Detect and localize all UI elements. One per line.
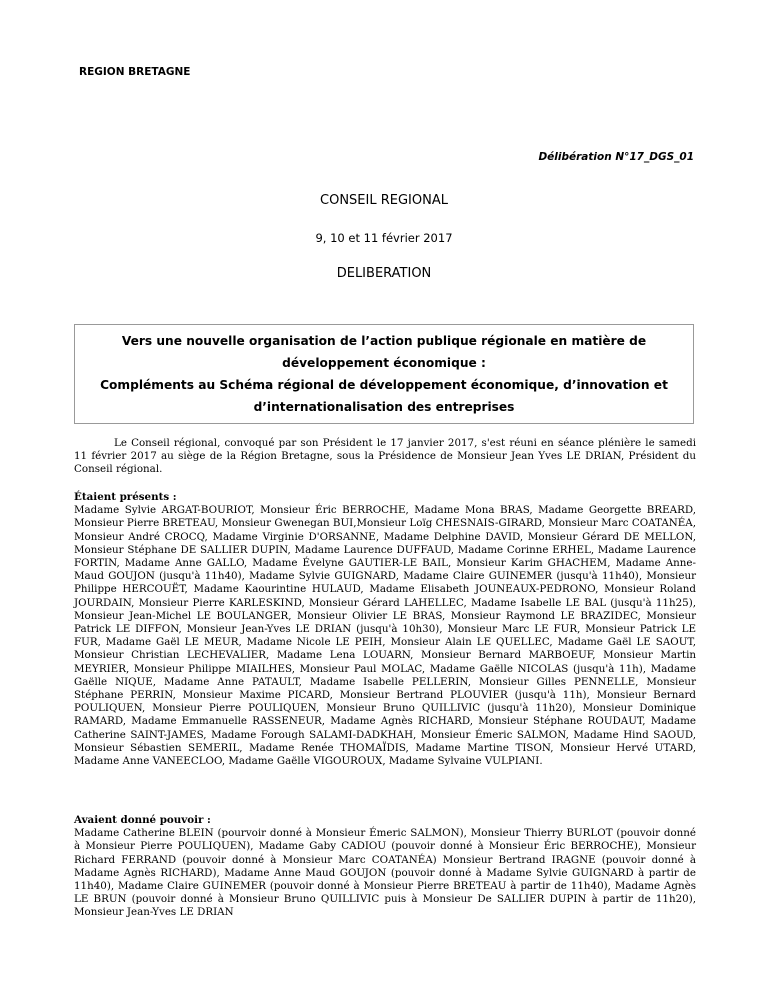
proxies-list: Madame Catherine BLEIN (pourvoir donné à Monsieur Émeric SALMON), Monsieur Thierry BURLOT (pouvoir donné à Monsieur Pierre POULIQUEN), Madame Gaby CADIOU (pouvoir donné à Monsieur Éric BERROCHE), Monsieur Richard FERRAND (pouvoir donné à Monsieur Marc COATANÉA) Monsieur Bertrand IRAGNE (pouvoir donné à Madame Agnès RICHARD), Madame Anne Maud GOUJON (pouvoir donné à Madame Sylvie GUIGNARD à partir de 11h40), Madame Claire GUINEMER (pouvoir donné à Monsieur Pierre BRETEAU à partir de 11h40), Madame Agnès LE BRUN (pouvoir donné à Monsieur Bruno QUILLIVIC puis à Monsieur De SALLIER DUPIN à partir de 11h20), Monsieur Jean-Yves LE DRIAN — [74, 827, 696, 919]
subject-line-1: Vers une nouvelle organisation de l’action publique régionale en matière de — [121, 334, 647, 348]
deliberation-number: Délibération N°17_DGS_01 — [538, 151, 694, 163]
council-title: CONSEIL REGIONAL — [320, 193, 448, 208]
attendees-section — [74, 491, 696, 768]
document-type: DELIBERATION — [336, 266, 432, 281]
proxies-heading: Avaient donné pouvoir : — [74, 814, 211, 826]
subject-line-2: développement économique : — [282, 356, 486, 370]
proxies-section — [74, 814, 696, 920]
subject-line-3: Compléments au Schéma régional de développement économique, d’innovation et — [100, 378, 668, 392]
subject-line-4: d’internationalisation des entreprises — [253, 400, 515, 414]
region-header: REGION BRETAGNE — [79, 66, 191, 78]
session-dates: 9, 10 et 11 février 2017 — [315, 231, 453, 245]
attendees-list: Madame Sylvie ARGAT-BOURIOT, Monsieur Éric BERROCHE, Madame Mona BRAS, Madame Georgette BREARD, Monsieur Pierre BRETEAU, Monsieur Gwenegan BUI,Monsieur Loïg CHESNAIS-GIRARD, Monsieur Marc COATANÉA, Monsieur André CROCQ, Madame Virginie D'ORSANNE, Madame Delphine DAVID, Monsieur Gérard DE MELLON, Monsieur Stéphane DE SALLIER DUPIN, Madame Laurence DUFFAUD, Madame Corinne ERHEL, Madame Laurence FORTIN, Madame Anne GALLO, Madame Évelyne GAUTIER-LE BAIL, Monsieur Karim GHACHEM, Madame Anne-Maud GOUJON (jusqu'à 11h40), Madame Sylvie GUIGNARD, Madame Claire GUINEMER (jusqu'à 11h40), Monsieur Philippe HERCOUËT, Madame Kaourintine HULAUD, Madame Elisabeth JOUNEAUX-PEDRONO, Monsieur Roland JOURDAIN, Monsieur Pierre KARLESKIND, Monsieur Gérard LAHELLEC, Madame Isabelle LE BAL (jusqu'à 11h25), Monsieur Jean-Michel LE BOULANGER, Monsieur Olivier LE BRAS, Monsieur Raymond LE BRAZIDEC, Monsieur Patrick LE DIFFON, Monsieur Jean-Yves LE DRIAN (jusqu'à 10h30), Monsieur Marc LE FUR, Monsieur Patrick LE FUR, Madame Gaël LE MEUR, Madame Nicole LE PEIH, Monsieur Alain LE QUELLEC, Madame Gaël LE SAOUT, Monsieur Christian LECHEVALIER, Madame Lena LOUARN, Monsieur Bernard MARBOEUF, Monsieur Martin MEYRIER, Monsieur Philippe MIAILHES, Monsieur Paul MOLAC, Madame Gaëlle NICOLAS (jusqu'à 11h), Madame Gaëlle NIQUE, Madame Anne PATAULT, Madame Isabelle PELLERIN, Monsieur Gilles PENNELLE, Monsieur Stéphane PERRIN, Monsieur Maxime PICARD, Monsieur Bertrand PLOUVIER (jusqu'à 11h), Monsieur Bernard POULIQUEN, Monsieur Pierre POULIQUEN, Monsieur Bruno QUILLIVIC (jusqu'à 11h20), Monsieur Dominique RAMARD, Madame Emmanuelle RASSENEUR, Madame Agnès RICHARD, Monsieur Stéphane ROUDAUT, Madame Catherine SAINT-JAMES, Madame Forough SALAMI-DADKHAH, Monsieur Émeric SALMON, Madame Hind SAOUD, Monsieur Sébastien SEMERIL, Madame Renée THOMAÏDIS, Madame Martine TISON, Monsieur Hervé UTARD, Madame Anne VANEECLOO, Madame Gaëlle VIGOUROUX, Madame Sylvaine VULPIANI. — [74, 504, 696, 768]
attendees-heading: Étaient présents : — [74, 491, 177, 503]
intro-paragraph: Le Conseil régional, convoqué par son Président le 17 janvier 2017, s'est réuni en séance plénière le samedi 11 février 2017 au siège de la Région Bretagne, sous la Présidence de Monsieur Jean Yves LE DRIAN, Président du Conseil régional. — [74, 437, 696, 476]
subject-box — [74, 324, 694, 424]
